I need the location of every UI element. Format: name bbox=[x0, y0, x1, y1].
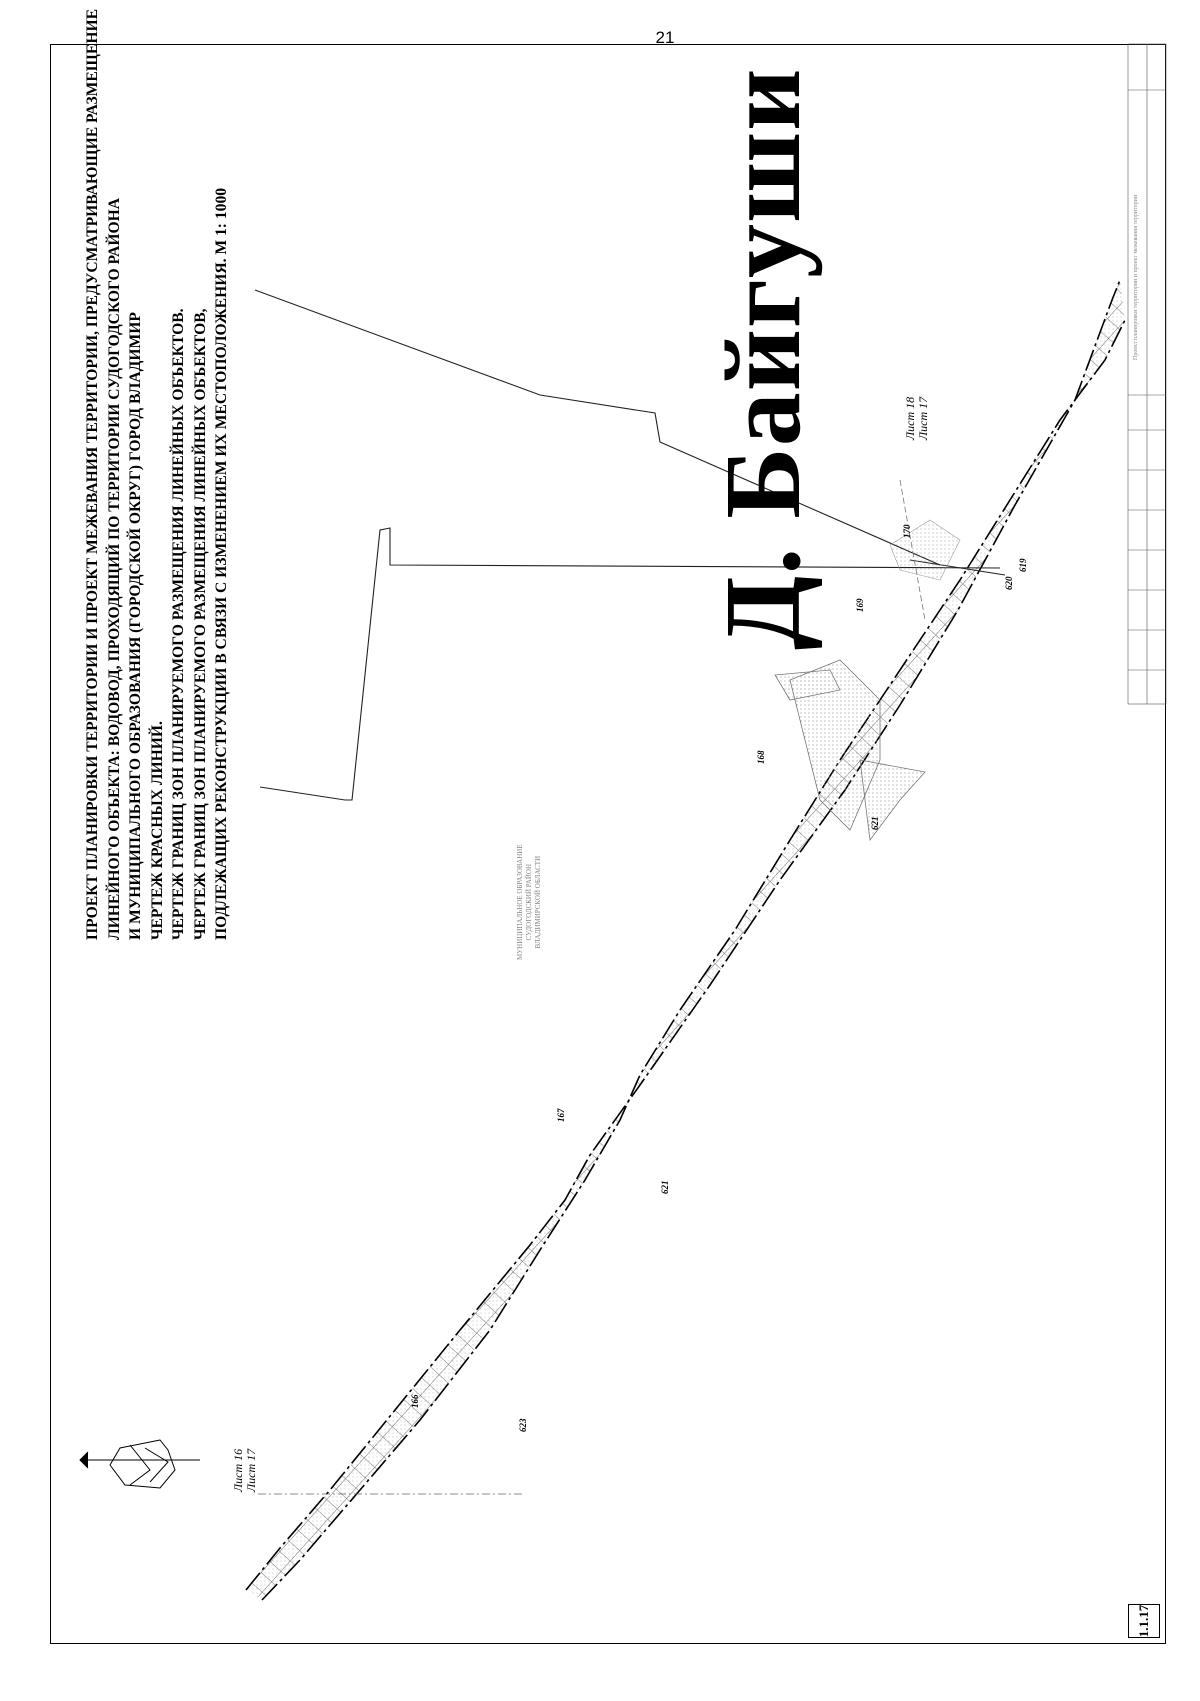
land-boundary-lower bbox=[260, 528, 1000, 800]
corridor-zone bbox=[246, 280, 1125, 1600]
village-label: Д. Байгуши bbox=[704, 67, 823, 650]
point-label: 621 bbox=[870, 816, 880, 830]
point-label: 168 bbox=[756, 750, 766, 764]
point-label: 169 bbox=[855, 598, 865, 612]
corridor-dots bbox=[246, 280, 1125, 1600]
district-note-line: СУДОГОДСКИЙ РАЙОН bbox=[525, 863, 533, 941]
title-line: ПРОЕКТ ПЛАНИРОВКИ ТЕРРИТОРИИ И ПРОЕКТ МЕЖЕВАНИЯ ТЕРРИТОРИИ, ПРЕДУСМАТРИВАЮЩИЕ РАЗМЕЩЕНИЕ bbox=[84, 9, 101, 940]
point-label: 167 bbox=[556, 1108, 566, 1122]
title-line: ЧЕРТЕЖ КРАСНЫХ ЛИНИЙ. bbox=[148, 721, 166, 940]
sheet-mark-text: Лист 16 bbox=[231, 1448, 245, 1492]
title-line: ЧЕРТЕЖ ГРАНИЦ ЗОН ПЛАНИРУЕМОГО РАЗМЕЩЕНИЯ ЛИНЕЙНЫХ ОБЪЕКТОВ, bbox=[191, 308, 209, 940]
district-note bbox=[516, 844, 543, 960]
point-label: 619 bbox=[1018, 558, 1028, 572]
title-line: ПОДЛЕЖАЩИХ РЕКОНСТРУКЦИИ В СВЯЗИ С ИЗМЕНЕНИЕМ ИХ МЕСТОПОЛОЖЕНИЯ. М 1: 1000 bbox=[213, 187, 230, 940]
point-label: 170 bbox=[902, 524, 912, 538]
land-boundary-upper bbox=[255, 290, 940, 565]
sheet-mark-text: Лист 17 bbox=[916, 396, 930, 440]
red-line-south bbox=[262, 320, 1125, 1600]
sheet-mark-left bbox=[232, 1449, 258, 1492]
page-number: 21 bbox=[655, 28, 675, 47]
district-note-line: МУНИЦИПАЛЬНОЕ ОБРАЗОВАНИЕ bbox=[516, 844, 524, 960]
title-line: И МУНИЦИПАЛЬНОГО ОБРАЗОВАНИЯ (ГОРОДСКОЙ ОКРУГ) ГОРОД ВЛАДИМИР bbox=[127, 312, 144, 940]
sheet-mark-text: Лист 18 bbox=[903, 396, 917, 440]
district-note-line: ВЛАДИМИРСКОЙ ОБЛАСТИ bbox=[534, 855, 542, 949]
sheet-code-box bbox=[1128, 1604, 1160, 1638]
title-line: ЧЕРТЕЖ ГРАНИЦ ЗОН ПЛАНИРУЕМОГО РАЗМЕЩЕНИЯ ЛИНЕЙНЫХ ОБЪЕКТОВ. bbox=[170, 308, 187, 940]
stamp-text: Проект планировки территории и проект межевания территории bbox=[1133, 194, 1139, 360]
sheet-mark-text: Лист 17 bbox=[244, 1448, 258, 1492]
point-label: 623 bbox=[518, 1418, 528, 1432]
point-label: 620 bbox=[1004, 576, 1014, 590]
title-line: ЛИНЕЙНОГО ОБЪЕКТА: ВОДОВОД, ПРОХОДЯЩИЙ ПО ТЕРРИТОРИИ СУДОГОДСКОГО РАЙОНА bbox=[105, 198, 123, 940]
sheet-mark-right bbox=[904, 397, 930, 440]
point-label: 621 bbox=[660, 1180, 670, 1194]
drawing-title bbox=[82, 9, 233, 940]
sheet-code: 1.1.17 bbox=[1136, 1604, 1151, 1638]
dotted-area-4 bbox=[890, 520, 960, 580]
stamp-table bbox=[1128, 44, 1166, 704]
red-line-north bbox=[246, 280, 1120, 1590]
north-arrow-icon bbox=[80, 1440, 200, 1488]
point-label: 166 bbox=[410, 1394, 420, 1408]
